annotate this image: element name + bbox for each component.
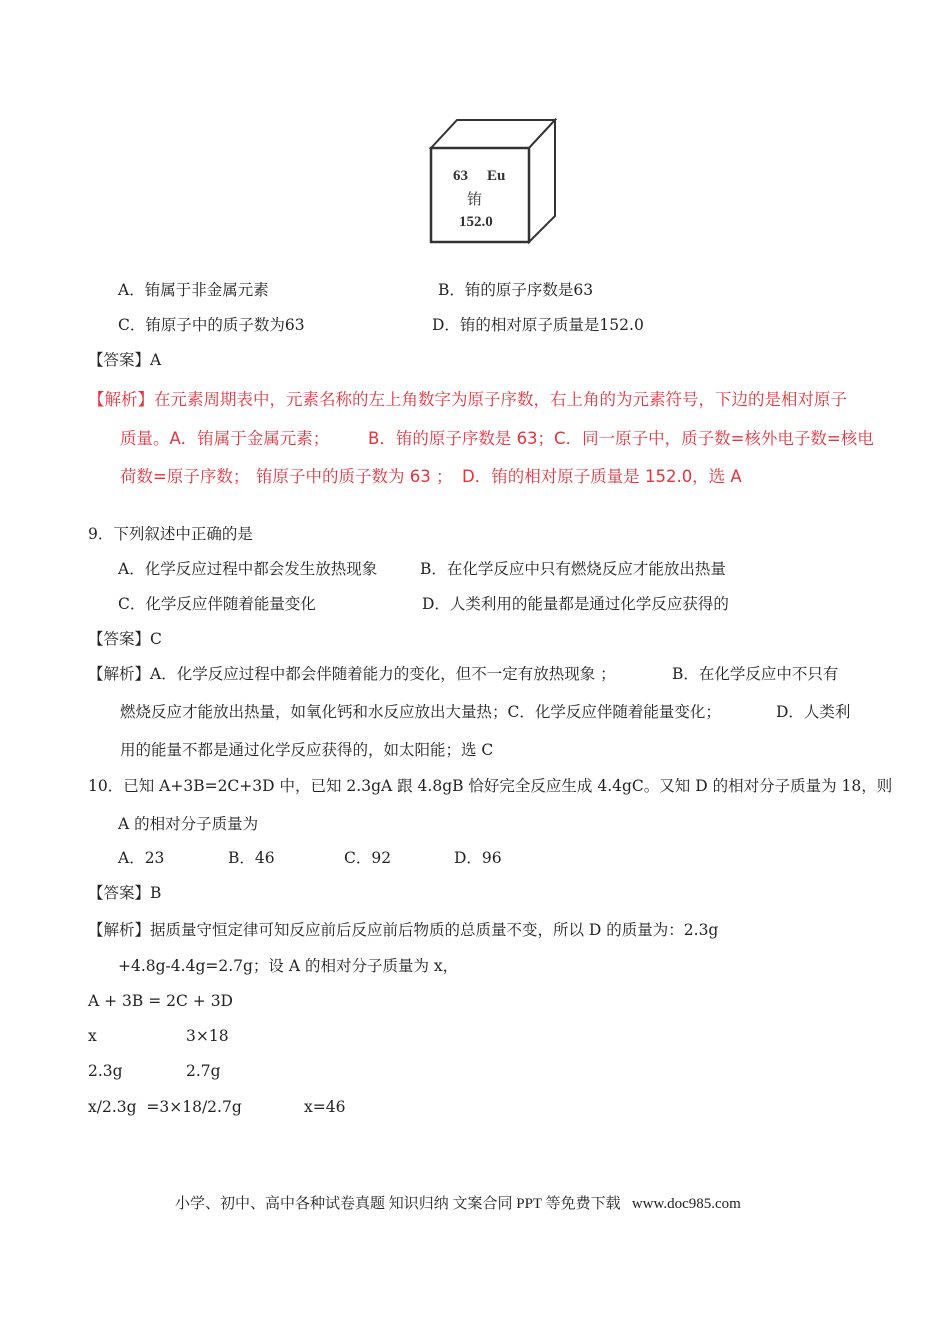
q10-option-b: B．46 bbox=[228, 849, 275, 867]
element-name: 铕 bbox=[467, 190, 483, 208]
q10-equation: A + 3B = 2C + 3D bbox=[88, 992, 233, 1010]
q9-analysis-line-3: 用的能量不都是通过化学反应获得的，如太阳能；选 C bbox=[120, 741, 494, 759]
q9-answer: 【答案】C bbox=[88, 630, 162, 648]
q10-row1-left: x bbox=[88, 1027, 97, 1045]
q9-analysis-line-1b: B．在化学反应中不只有 bbox=[672, 665, 839, 683]
q8-analysis-line-2b: B．铕的原子序数是 63；C．同一原子中，质子数=核外电子数=核电 bbox=[368, 429, 874, 448]
q8-analysis-line-2a: 质量。A．铕属于金属元素； bbox=[120, 429, 330, 448]
element-symbol: Eu bbox=[487, 168, 506, 184]
q10-analysis-line-1: 【解析】据质量守恒定律可知反应前后反应前后物质的总质量不变，所以 D 的质量为：2.3g bbox=[88, 921, 719, 939]
q8-analysis-line-1: 【解析】在元素周期表中，元素名称的左上角数字为原子序数，右上角的为元素符号，下边的是相对原子 bbox=[88, 390, 847, 409]
q9-analysis-line-2b: D．人类利 bbox=[776, 703, 851, 721]
q9-option-a: A．化学反应过程中都会发生放热现象 bbox=[118, 560, 378, 578]
q9-option-c: C．化学反应伴随着能量变化 bbox=[118, 595, 316, 613]
q10-stem-line-2: A 的相对分子质量为 bbox=[118, 815, 259, 833]
q10-analysis-line-2: +4.8g-4.4g=2.7g；设 A 的相对分子质量为 x， bbox=[118, 957, 459, 975]
q10-ratio: x/2.3g =3×18/2.7g bbox=[88, 1098, 242, 1116]
q9-option-d: D．人类利用的能量都是通过化学反应获得的 bbox=[422, 595, 729, 613]
page-footer: 小学、初中、高中各种试卷真题 知识归纳 文案合同 PPT 等免费下载 www.doc985.com bbox=[175, 1196, 741, 1212]
q10-row1-right: 3×18 bbox=[186, 1027, 229, 1045]
element-tile-cube bbox=[425, 118, 560, 246]
q8-option-b: B．铕的原子序数是63 bbox=[438, 281, 594, 299]
q8-analysis-line-3c: D．铕的相对原子质量是 152.0，选 A bbox=[462, 467, 742, 486]
element-mass: 152.0 bbox=[459, 214, 493, 230]
q9-option-b: B．在化学反应中只有燃烧反应才能放出热量 bbox=[420, 560, 726, 578]
q10-row2-left: 2.3g bbox=[88, 1062, 123, 1080]
q10-option-c: C．92 bbox=[344, 849, 392, 867]
q10-option-a: A．23 bbox=[118, 849, 165, 867]
q10-stem-line-1: 10．已知 A+3B=2C+3D 中，已知 2.3gA 跟 4.8gB 恰好完全反应生成 4.4gC。又知 D 的相对分子质量为 18，则 bbox=[88, 777, 893, 795]
q8-option-d: D．铕的相对原子质量是152.0 bbox=[432, 316, 644, 334]
q9-analysis-line-1a: 【解析】A．化学反应过程中都会伴随着能力的变化，但不一定有放热现象 ； bbox=[88, 665, 616, 683]
q10-option-d: D．96 bbox=[454, 849, 502, 867]
q8-analysis-line-3b: 铕原子中的质子数为 63 ； bbox=[256, 467, 453, 486]
q10-row2-right: 2.7g bbox=[186, 1062, 221, 1080]
q8-answer: 【答案】A bbox=[88, 351, 162, 369]
q8-option-a: A．铕属于非金属元素 bbox=[118, 281, 269, 299]
q9-stem: 9．下列叙述中正确的是 bbox=[88, 525, 253, 543]
q10-answer: 【答案】B bbox=[88, 884, 162, 902]
element-number: 63 bbox=[453, 168, 468, 184]
q8-option-c: C．铕原子中的质子数为63 bbox=[118, 316, 305, 334]
q10-result: x=46 bbox=[304, 1098, 346, 1116]
q8-analysis-line-3a: 荷数=原子序数； bbox=[120, 467, 250, 486]
q9-analysis-line-2a: 燃烧反应才能放出热量，如氧化钙和水反应放出大量热；C．化学反应伴随着能量变化； bbox=[120, 703, 721, 721]
